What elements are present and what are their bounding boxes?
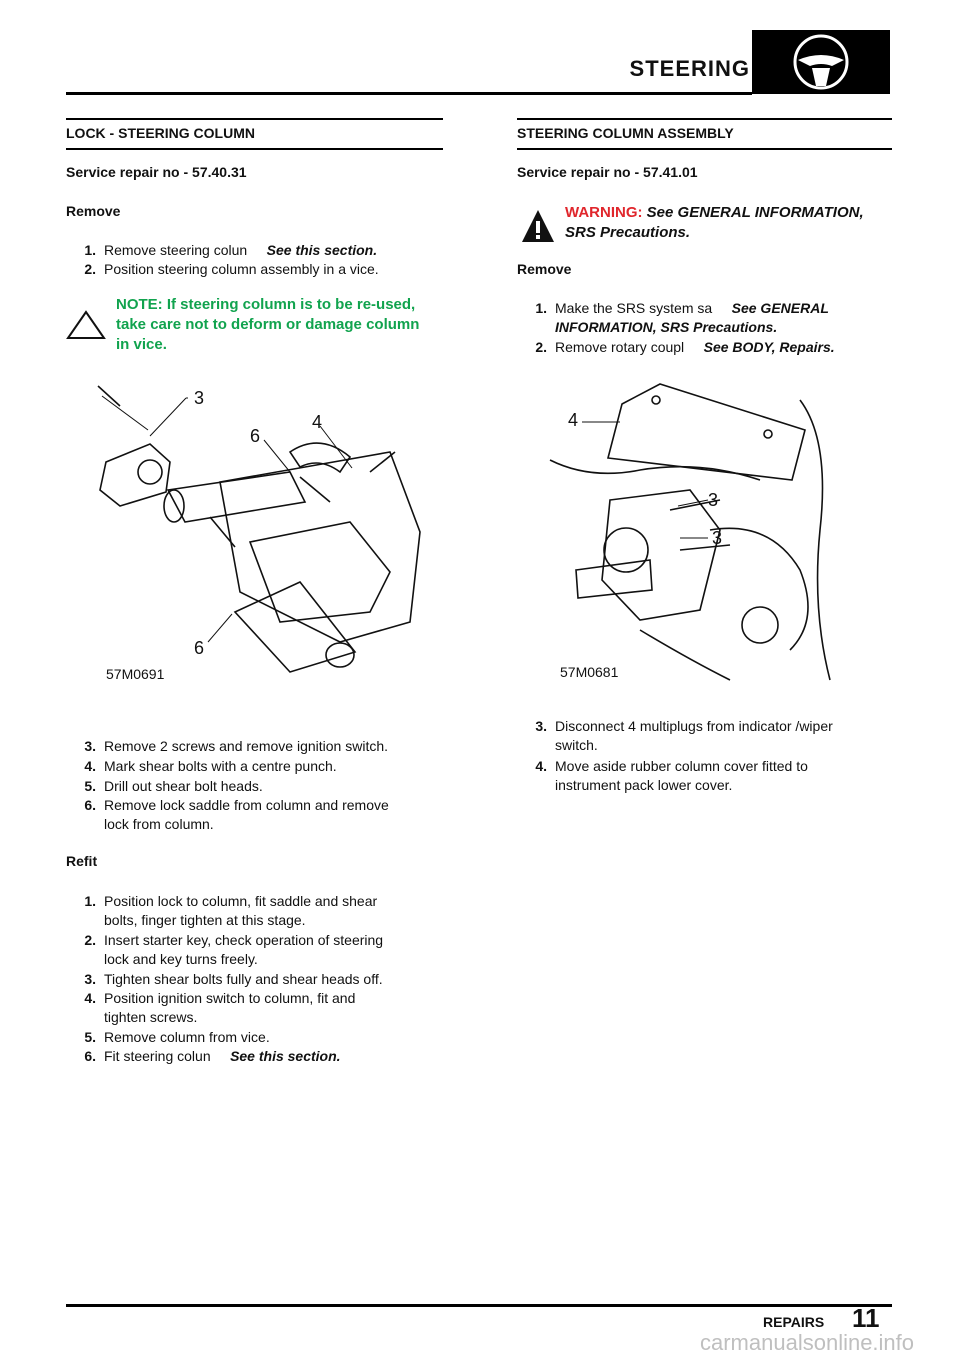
step-text: Remove column from vice. (104, 1029, 270, 1045)
step-number: 3. (84, 738, 96, 754)
right-remove-heading: Remove (517, 261, 572, 277)
steering-logo (752, 30, 890, 94)
step-number: 1. (535, 300, 547, 316)
right-section-title: STEERING COLUMN ASSEMBLY (517, 125, 734, 141)
right-section-top-rule (517, 118, 892, 120)
step-text: Drill out shear bolt heads. (104, 778, 263, 794)
page-section-title: STEERING (629, 56, 750, 81)
left-step-4 (66, 757, 446, 776)
step-number: 3. (535, 718, 547, 734)
callout-label: 4 (568, 410, 579, 430)
warning-label: WARNING: (565, 204, 643, 221)
step-text: Remove rotary coupl (555, 339, 685, 355)
step-number: 2. (84, 932, 96, 948)
step-number: 6. (84, 1048, 96, 1064)
step-number: 1. (84, 893, 96, 909)
note-line: take care not to deform or damage column (116, 316, 420, 333)
note-line: in vice. (116, 336, 167, 353)
step-text: lock from column. (104, 816, 214, 832)
step-text: Mark shear bolts with a centre punch. (104, 758, 337, 774)
callout-label: 3 (712, 528, 723, 548)
left-section-bottom-rule (66, 148, 443, 150)
step-number: 5. (84, 778, 96, 794)
left-remove-heading: Remove (66, 203, 121, 219)
step-text: Remove steering colun (104, 242, 248, 258)
step-text: instrument pack lower cover. (555, 777, 733, 793)
warning-ref[interactable]: SRS Precautions. (565, 224, 691, 241)
right-remove-step-2 (517, 338, 897, 357)
note-icon (66, 300, 106, 345)
warning-icon (520, 208, 556, 249)
step-text: Insert starter key, check operation of steering (104, 932, 384, 948)
step-text: Position ignition switch to column, fit and (104, 990, 356, 1006)
right-step-3 (517, 717, 897, 755)
step-number: 5. (84, 1029, 96, 1045)
warning-ref[interactable]: See GENERAL INFORMATION, (646, 204, 864, 221)
step-number: 4. (535, 758, 547, 774)
callout-label: 6 (194, 638, 205, 658)
note-line: NOTE: If steering column is to be re-used, (116, 296, 416, 313)
left-step-5 (66, 777, 446, 796)
callout-label: 4 (312, 412, 323, 432)
column-assembly-diagram (530, 380, 870, 690)
steering-lock-diagram (90, 372, 430, 692)
step-number: 2. (535, 339, 547, 355)
callout-label: 3 (194, 388, 205, 408)
cross-reference-link[interactable]: See this section. (230, 1048, 341, 1064)
cross-reference-link[interactable]: See GENERAL (731, 300, 829, 316)
step-text: Position lock to column, fit saddle and shear (104, 893, 378, 909)
cross-reference-link[interactable]: INFORMATION, SRS Precautions. (555, 319, 778, 335)
watermark: carmanualsonline.info (700, 1330, 915, 1355)
figure-steering-lock (90, 372, 430, 692)
cross-reference-link[interactable]: See this section. (266, 242, 378, 258)
step-text: Position steering column assembly in a vice. (104, 261, 379, 277)
left-remove-step-2 (66, 260, 446, 279)
warning-box (565, 203, 864, 243)
left-step-6 (66, 796, 446, 834)
left-service-repair: Service repair no - 57.40.31 (66, 164, 247, 180)
step-text: Remove 2 screws and remove ignition switch. (104, 738, 389, 754)
refit-step-5 (66, 1028, 446, 1047)
step-number: 6. (84, 797, 96, 813)
refit-step-4 (66, 989, 446, 1027)
right-remove-step-1 (517, 299, 897, 337)
refit-step-1 (66, 892, 446, 930)
cross-reference-link[interactable]: See BODY, Repairs. (703, 339, 835, 355)
step-text: bolts, finger tighten at this stage. (104, 912, 306, 928)
step-number: 2. (84, 261, 96, 277)
header-rule (66, 92, 752, 95)
refit-step-6 (66, 1047, 446, 1066)
refit-heading: Refit (66, 853, 98, 869)
right-section-bottom-rule (517, 148, 892, 150)
left-section-top-rule (66, 118, 443, 120)
refit-step-2 (66, 931, 446, 969)
step-text: Disconnect 4 multiplugs from indicator /wiper (555, 718, 833, 734)
step-text: Move aside rubber column cover fitted to (555, 758, 808, 774)
footer-rule (66, 1304, 892, 1307)
refit-step-3 (66, 970, 446, 989)
figure-code: 57M0681 (560, 664, 619, 680)
step-number: 4. (84, 758, 96, 774)
step-number: 1. (84, 242, 96, 258)
footer-section-label: REPAIRS (763, 1314, 825, 1330)
figure-column-assembly (530, 380, 870, 690)
right-service-repair: Service repair no - 57.41.01 (517, 164, 698, 180)
callout-label: 3 (708, 490, 719, 510)
step-number: 3. (84, 971, 96, 987)
left-section-title: LOCK - STEERING COLUMN (66, 125, 255, 141)
step-text: Make the SRS system sa (555, 300, 713, 316)
right-step-4 (517, 757, 897, 795)
steering-wheel-icon (752, 30, 890, 94)
page-number: 11 (852, 1303, 880, 1333)
step-text: lock and key turns freely. (104, 951, 258, 967)
step-text: tighten screws. (104, 1009, 198, 1025)
figure-code: 57M0691 (106, 666, 165, 682)
step-text: switch. (555, 737, 598, 753)
step-number: 4. (84, 990, 96, 1006)
left-remove-step-1 (66, 241, 446, 260)
step-text: Fit steering colun (104, 1048, 211, 1064)
step-text: Tighten shear bolts fully and shear heads off. (104, 971, 383, 987)
step-text: Remove lock saddle from column and remove (104, 797, 389, 813)
note-box (116, 295, 419, 355)
callout-label: 6 (250, 426, 261, 446)
left-step-3 (66, 737, 446, 756)
